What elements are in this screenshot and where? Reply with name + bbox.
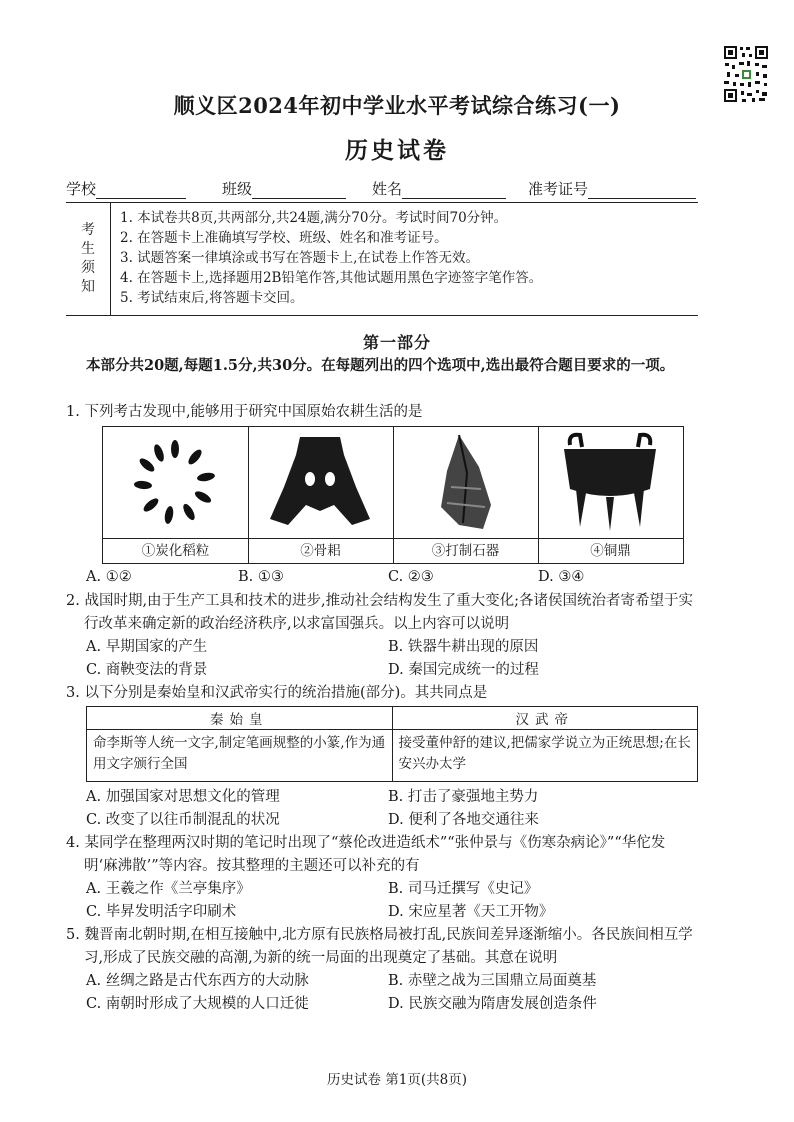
subject-title: 历史试卷 <box>345 137 449 164</box>
q1-figure-strip <box>102 426 684 564</box>
option-a[interactable]: A. 早期国家的产生 <box>86 639 208 655</box>
school-field[interactable] <box>66 178 186 199</box>
option-b[interactable]: B. 打击了豪强地主势力 <box>388 789 539 805</box>
options-row <box>66 659 698 682</box>
part-title: 第一部分 <box>362 333 431 352</box>
figure-bronze-ding <box>538 427 683 563</box>
name-label: 姓名 <box>372 180 403 198</box>
option-b[interactable]: B. 赤壁之战为三国鼎立局面奠基 <box>388 973 597 989</box>
name-blank[interactable] <box>402 183 506 199</box>
stone-tool-icon <box>393 427 538 537</box>
q3-comparison-table <box>86 706 698 782</box>
page-footer: 历史试卷 第1页(共8页) <box>326 1072 467 1088</box>
options-row <box>66 993 698 1016</box>
school-label: 学校 <box>66 180 97 198</box>
name-field[interactable] <box>372 178 506 199</box>
question-stem: 3. 以下分别是秦始皇和汉武帝实行的统治措施(部分)。其共同点是 <box>66 685 488 701</box>
figure-rice-grains <box>103 427 249 563</box>
notice-item: 4. 在答题卡上,选择题用2B铅笔作答,其他试题用黑色字迹签字笔作答。 <box>120 270 543 286</box>
bone-spade-icon <box>248 427 393 537</box>
option-a[interactable]: A. 王羲之作《兰亭集序》 <box>86 881 251 897</box>
carbonized-rice-icon <box>103 427 248 537</box>
options-row <box>66 970 698 993</box>
option-b[interactable]: B. ①③ <box>238 569 284 585</box>
table-cell: 接受董仲舒的建议,把儒家学说立为正统思想;在长安兴办太学 <box>392 730 698 782</box>
notice-item: 2. 在答题卡上准确填写学校、班级、姓名和准考证号。 <box>120 230 448 246</box>
table-header-row <box>87 707 698 730</box>
options-row <box>66 566 698 589</box>
exam-id-blank[interactable] <box>588 183 696 199</box>
option-c[interactable]: C. ②③ <box>388 569 434 585</box>
option-b[interactable]: B. 铁器牛耕出现的原因 <box>388 639 539 655</box>
figure-caption: ①炭化稻粒 <box>103 538 248 563</box>
notice-item: 1. 本试卷共8页,共两部分,共24题,满分70分。考试时间70分钟。 <box>120 210 508 226</box>
notice-label-char: 考 <box>81 222 95 238</box>
question-2 <box>66 590 698 682</box>
class-label: 班级 <box>222 180 253 198</box>
options-row <box>66 878 698 901</box>
options-row <box>66 901 698 924</box>
part-intro: 本部分共20题,每题1.5分,共30分。在每题列出的四个选项中,选出最符合题目要求的一项。 <box>86 357 675 374</box>
table-cell: 命李斯等人统一文字,制定笔画规整的小篆,作为通用文字颁行全国 <box>87 730 393 782</box>
question-stem: 4. 某同学在整理两汉时期的笔记时出现了“蔡伦改进造纸术”“张仲景与《伤寒杂病论》”“华佗发明‘麻沸散’”等内容。按其整理的主题还可以补充的有 <box>66 835 666 874</box>
option-d[interactable]: D. 秦国完成统一的过程 <box>388 662 539 678</box>
question-1 <box>66 401 698 424</box>
question-4 <box>66 832 698 924</box>
notice-list <box>120 208 542 308</box>
student-info-row <box>66 178 698 200</box>
question-3-options <box>66 786 698 832</box>
class-blank[interactable] <box>252 183 346 199</box>
exam-id-field[interactable] <box>528 178 696 199</box>
notice-item: 3. 试题答案一律填涂或书写在答题卡上,在试卷上作答无效。 <box>120 250 479 266</box>
option-d[interactable]: D. 宋应星著《天工开物》 <box>388 904 554 920</box>
notice-item: 5. 考试结束后,将答题卡交回。 <box>120 290 304 306</box>
exam-notice-box <box>66 202 698 316</box>
option-c[interactable]: C. 毕昇发明活字印刷术 <box>86 904 237 920</box>
options-row <box>66 809 698 832</box>
notice-label-char: 须 <box>81 260 95 276</box>
table-row <box>87 730 698 782</box>
option-c[interactable]: C. 南朝时形成了大规模的人口迁徙 <box>86 996 309 1012</box>
question-3 <box>66 682 698 705</box>
table-header: 汉武帝 <box>392 707 698 730</box>
option-a[interactable]: A. 丝绸之路是古代东西方的大动脉 <box>86 973 309 989</box>
option-c[interactable]: C. 改变了以往币制混乱的状况 <box>86 812 280 828</box>
option-c[interactable]: C. 商鞅变法的背景 <box>86 662 208 678</box>
exam-id-label: 准考证号 <box>528 180 589 198</box>
figure-caption: ③打制石器 <box>393 538 538 563</box>
table-header: 秦始皇 <box>87 707 393 730</box>
option-d[interactable]: D. ③④ <box>538 569 585 585</box>
option-b[interactable]: B. 司马迁撰写《史记》 <box>388 881 539 897</box>
option-d[interactable]: D. 便利了各地交通往来 <box>388 812 539 828</box>
options-row <box>66 786 698 809</box>
question-1-options <box>66 566 698 589</box>
figure-caption: ④铜鼎 <box>538 538 683 563</box>
class-field[interactable] <box>222 178 346 199</box>
school-blank[interactable] <box>96 183 186 199</box>
notice-label <box>66 203 111 315</box>
figure-bone-spade <box>248 427 394 563</box>
question-5 <box>66 924 698 1016</box>
figure-stone-tool <box>393 427 539 563</box>
options-row <box>66 636 698 659</box>
option-a[interactable]: A. 加强国家对思想文化的管理 <box>86 789 280 805</box>
exam-title: 顺义区2024年初中学业水平考试综合练习(一) <box>173 93 621 118</box>
notice-label-char: 知 <box>81 279 95 295</box>
option-d[interactable]: D. 民族交融为隋唐发展创造条件 <box>388 996 597 1012</box>
question-stem: 1. 下列考古发现中,能够用于研究中国原始农耕生活的是 <box>66 404 423 420</box>
question-stem: 5. 魏晋南北朝时期,在相互接触中,北方原有民族格局被打乱,民族间差异逐渐缩小。各民族间相互学习,形成了民族交融的高潮,为新的统一局面的出现奠定了基础。其意在说明 <box>66 927 693 966</box>
notice-label-char: 生 <box>81 241 95 257</box>
figure-caption: ②骨耜 <box>248 538 393 563</box>
bronze-ding-icon <box>538 427 683 537</box>
question-stem: 2. 战国时期,由于生产工具和技术的进步,推动社会结构发生了重大变化;各诸侯国统治者寄希望于实行改革来确定新的政治经济秩序,以求富国强兵。以上内容可以说明 <box>66 593 694 632</box>
option-a[interactable]: A. ①② <box>86 569 132 585</box>
